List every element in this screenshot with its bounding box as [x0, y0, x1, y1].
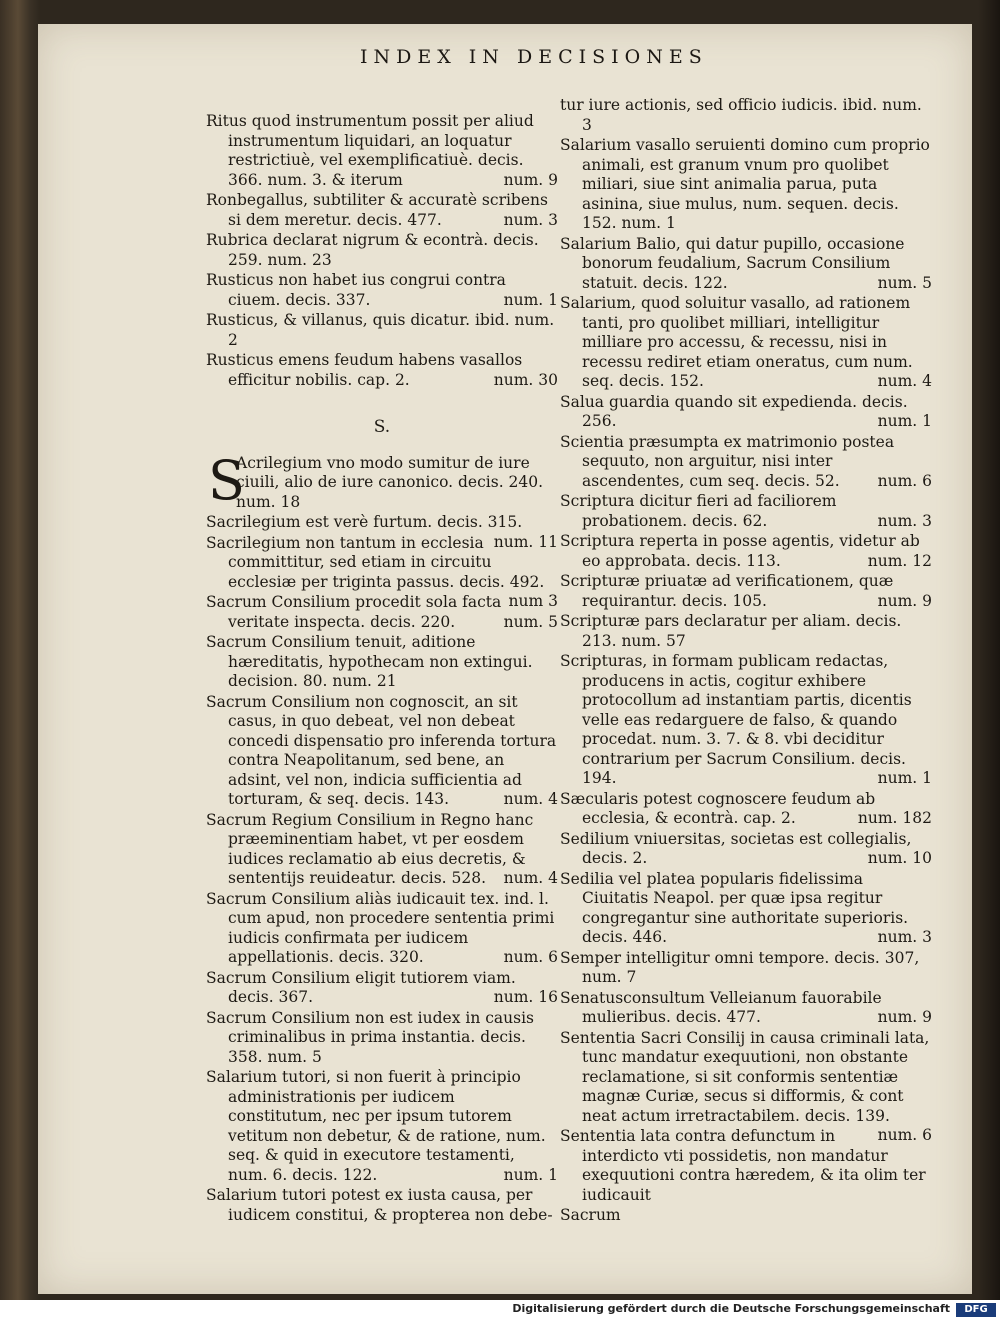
- entry-text: Sacrum: [560, 1206, 621, 1224]
- entry-num: num. 1: [877, 769, 932, 787]
- entry-num: num. 6: [877, 1126, 932, 1144]
- entries-s: [206, 513, 558, 1225]
- entry-num: num. 5: [503, 612, 558, 631]
- index-entry: [206, 1009, 558, 1068]
- index-entry: [560, 870, 932, 948]
- index-entry: [206, 112, 558, 190]
- entry-text: Ritus quod instrumentum possit per aliud instrumentum liquidari, an loquatur restrictiuè, vel exemplificatiuè. decis. 366. num. 3. & iterum: [206, 112, 534, 189]
- dropcap-text: Acrilegium vno modo sumitur de iure ciuili, alio de iure canonico. decis. 240. num. 18: [236, 453, 544, 511]
- entry-num: num. 3: [877, 928, 932, 946]
- index-entry: [560, 1127, 932, 1205]
- entry-text: Sacrum Regium Consilium in Regno hanc præeminentiam habet, vt per eosdem iudices reclamatio ab eius decretis, & sententijs reuideatur. decis. 528.: [206, 810, 534, 887]
- dropcap: S: [208, 448, 245, 512]
- entry-text: Ronbegallus, subtiliter & accuratè scribens si dem meretur. decis. 477.: [206, 191, 548, 229]
- index-entry: [206, 593, 558, 632]
- index-entry: [560, 235, 932, 294]
- section-letter: S.: [373, 417, 391, 437]
- entry-text: Scientia præsumpta ex matrimonio postea sequuto, non arguitur, nisi inter ascendentes, cum seq. decis. 52.: [560, 432, 895, 490]
- entry-text: Sacrum Consilium non cognoscit, an sit casus, in quo debeat, vel non debeat concedi dispensatio pro inferenda tortura contra Neapolitanum, sed bene, an adsint, vel non, indicia sufficientia ad torturam, & seq. decis. 143.: [206, 692, 557, 808]
- dropcap-entry: [206, 448, 558, 513]
- index-entry: [560, 790, 932, 829]
- index-entry: [560, 989, 932, 1028]
- index-entry: [206, 1068, 558, 1185]
- index-entry: [560, 433, 932, 492]
- index-entry: [560, 492, 932, 531]
- index-entry: [560, 572, 932, 611]
- entry-text: Rusticus emens feudum habens vasallos efficitur nobilis. cap. 2.: [206, 351, 523, 389]
- index-entry: [206, 191, 558, 230]
- index-entry: [560, 1206, 932, 1226]
- footer-credit: Digitalisierung gefördert durch die Deutsche Forschungsgemeinschaft: [512, 1302, 950, 1315]
- entry-text: Salarium Balio, qui datur pupillo, occasione bonorum feudalium, Sacrum Consilium statuit. decis. 122.: [560, 234, 905, 292]
- footer-bar: [0, 1300, 1000, 1321]
- entry-num: num. 4: [503, 790, 558, 808]
- entry-num: num. 1: [503, 1165, 558, 1184]
- entry-text: Sacrilegium non tantum in ecclesia committitur, sed etiam in circuitu ecclesiæ per triginta passus. decis. 492.: [206, 533, 545, 591]
- entry-text: Scripturæ priuatæ ad verificationem, quæ requirantur. decis. 105.: [560, 572, 894, 610]
- index-entry: [206, 311, 558, 350]
- index-entry: [206, 231, 558, 270]
- entry-text: Salarium tutori potest ex iusta causa, per iudicem constitui, & propterea non debe-: [206, 1186, 553, 1224]
- entry-text: Rusticus non habet ius congrui contra ciuem. decis. 337.: [206, 271, 506, 309]
- index-entry: [206, 890, 558, 968]
- entry-num: num. 1: [877, 412, 932, 430]
- entry-text: Salarium, quod soluitur vasallo, ad rationem tanti, pro quolibet milliari, intelligitur milliare pro accessu, & recessu, nisi in recessu rediret etiam oneratus, cum num. seq. decis. 152.: [560, 294, 913, 390]
- page-header: INDEX IN DECISIONES: [360, 46, 708, 68]
- entry-text: Sæcularis potest cognoscere feudum ab ecclesia, & econtrà. cap. 2.: [560, 789, 876, 827]
- entry-text: Rubrica declarat nigrum & econtrà. decis. 259. num. 23: [206, 231, 539, 269]
- index-entry: [560, 949, 932, 988]
- entry-text: Sacrum Consilium aliàs iudicauit tex. ind. l. cum apud, non procedere sententia primi iudicis confirmata per iudicem appellationis. decis. 320.: [206, 889, 555, 966]
- entry-num: num. 4: [877, 372, 932, 390]
- right-column: [560, 96, 932, 1227]
- index-entry: [560, 830, 932, 869]
- entry-text: Sacrum Consilium tenuit, aditione hæreditatis, hypothecam non extingui. decision. 80. num. 21: [206, 633, 533, 690]
- left-column: [206, 112, 558, 1226]
- entry-text: Salarium vasallo seruienti domino cum proprio animali, est granum vnum pro quolibet miliari, siue sint animalia parua, puta asinina, siue mulus, num. sequen. decis. 152. num. 1: [560, 136, 930, 232]
- entry-num: num. 9: [503, 170, 558, 189]
- entry-num: num. 5: [877, 273, 932, 292]
- entry-num: num. 3: [877, 511, 932, 530]
- scan-edge: [978, 0, 1000, 1300]
- dfg-logo: DFG: [956, 1303, 996, 1317]
- index-entry: [206, 969, 558, 1008]
- index-entry: [560, 294, 932, 392]
- entry-num: num. 12: [867, 551, 932, 570]
- entry-num: num. 9: [877, 1008, 932, 1026]
- entry-text: Senatusconsultum Velleianum fauorabile mulieribus. decis. 477.: [560, 988, 882, 1026]
- entry-num: num. 11: [493, 532, 558, 551]
- entry-num: num. 16: [493, 988, 558, 1006]
- entry-num: num. 10: [867, 849, 932, 867]
- entry-num: num. 182: [857, 809, 932, 827]
- entry-text: Salarium tutori, si non fuerit à principio administrationis per iudicem constitutum, nec per ipsum tutorem vetitum non debetur, & de ratione, num. seq. & quid in executore testamenti, num. 6. decis. 122.: [206, 1068, 546, 1184]
- entry-text: Rusticus, & villanus, quis dicatur. ibid. num. 2: [206, 311, 555, 349]
- index-entry: [206, 693, 558, 810]
- index-entry: [206, 351, 558, 390]
- index-entry: [560, 96, 932, 135]
- entry-text: tur iure actionis, sed officio iudicis. ibid. num. 3: [560, 96, 922, 134]
- entry-text: Sedilium vniuersitas, societas est collegialis, decis. 2.: [560, 829, 912, 867]
- index-entry: [206, 811, 558, 889]
- entry-text: Scriptura reperta in posse agentis, videtur ab eo approbata. decis. 113.: [560, 532, 920, 570]
- index-entry: [560, 612, 932, 651]
- entry-text: Sacrum Consilium procedit sola facta veritate inspecta. decis. 220.: [206, 593, 502, 631]
- entry-text: Scripturas, in formam publicam redactas, producens in actis, cogitur exhibere protocollum ad instantiam partis, dicentis velle eas redarguere de falso, & quando procedat. num. 3. 7. & 8. vbi deciditur contrarium per Sacrum Consilium. decis. 194.: [560, 652, 912, 787]
- index-entry: [560, 136, 932, 234]
- entry-text: Semper intelligitur omni tempore. decis. 307, num. 7: [560, 948, 920, 986]
- entry-text: Sententia Sacri Consilij in causa criminali lata, tunc mandatur exequutioni, non obstante reclamatione, si sit conformis sententiæ magnæ Curiæ, secus si difformis, & cont neat actum irretractabilem. decis. 139.: [560, 1028, 930, 1125]
- entries-r: [206, 112, 558, 390]
- entries-right: [560, 96, 932, 1226]
- index-entry: [206, 271, 558, 310]
- entry-num: num 3: [508, 592, 558, 610]
- entry-text: Sacrilegium est verè furtum. decis. 315.: [206, 513, 523, 531]
- entry-text: Scripturæ pars declaratur per aliam. decis. 213. num. 57: [560, 612, 902, 650]
- index-entry: [206, 1186, 558, 1225]
- entry-text: Sacrum Consilium non est iudex in causis criminalibus in prima instantia. decis. 358. num. 5: [206, 1008, 535, 1066]
- entry-num: num. 1: [503, 290, 558, 309]
- index-entry: [560, 652, 932, 789]
- entry-num: num. 9: [877, 591, 932, 610]
- entry-num: num. 30: [493, 370, 558, 389]
- entry-num: num. 3: [503, 210, 558, 229]
- entry-num: num. 6: [503, 948, 558, 966]
- index-entry: [560, 1028, 932, 1144]
- entry-text: Sententia lata contra defunctum in interdicto vti possidetis, non mandatur exequutioni contra hæredem, & ita olim ter iudicauit: [560, 1127, 926, 1204]
- entry-text: Sedilia vel platea popularis fidelissima Ciuitatis Neapol. per quæ ipsa regitur congregantur sine authoritate superioris. decis. 446.: [560, 869, 909, 946]
- entry-text: Sacrum Consilium eligit tutiorem viam. decis. 367.: [206, 968, 516, 1006]
- entry-text: Scriptura dicitur fieri ad faciliorem probationem. decis. 62.: [560, 492, 837, 530]
- index-entry: [206, 513, 558, 551]
- index-entry: [206, 633, 558, 692]
- entry-num: num. 4: [503, 869, 558, 887]
- entry-num: num. 6: [877, 471, 932, 490]
- index-entry: [560, 393, 932, 432]
- entry-text: Salua guardia quando sit expedienda. decis. 256.: [560, 392, 908, 430]
- index-entry: [560, 532, 932, 571]
